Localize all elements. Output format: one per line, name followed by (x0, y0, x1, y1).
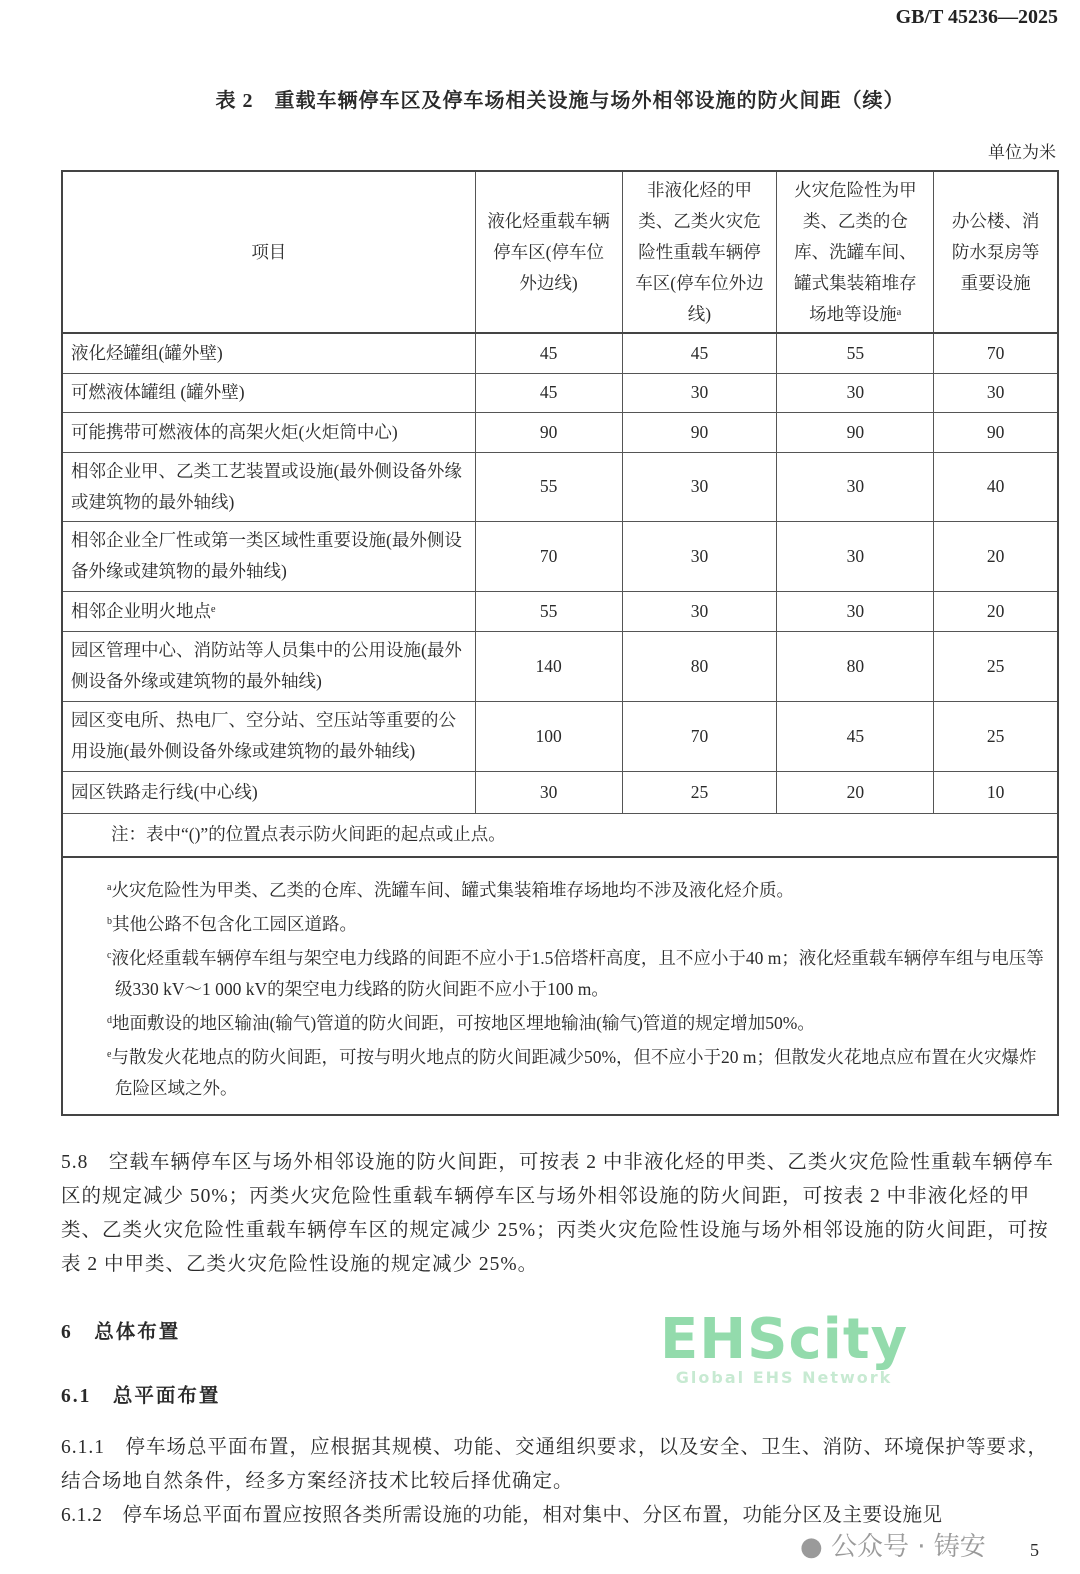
footnotes (62, 857, 1058, 1115)
distance-value: 70 (475, 521, 622, 591)
page-number: 5 (1030, 1540, 1039, 1560)
table-row (62, 412, 1058, 452)
distance-value: 30 (777, 373, 934, 412)
table-row (62, 771, 1058, 813)
table-row (62, 631, 1058, 701)
watermark-subtitle: Global EHS Network (675, 1368, 893, 1387)
distance-value: 25 (934, 631, 1058, 701)
table-note-row (62, 813, 1058, 857)
footnote-mark: b (107, 915, 112, 927)
distance-value: 30 (622, 452, 777, 521)
table-caption: 表 2 重载车辆停车区及停车场相关设施与场外相邻设施的防火间距（续） (215, 90, 905, 112)
wechat-icon: ● (800, 1532, 823, 1562)
distance-value: 80 (777, 631, 934, 701)
distance-value: 30 (475, 771, 622, 813)
footnote-text: 与散发火花地点的防火间距，可按与明火地点的防火间距减少50%，但不应小于20 m；但散发火花地点应布置在火灾爆炸危险区域之外。 (111, 1046, 1037, 1098)
footnote (107, 906, 1053, 940)
footnote-text: 其他公路不包含化工园区道路。 (112, 913, 357, 934)
section-6-1-heading: 6.1 总平面布置 (61, 1385, 221, 1407)
distance-value: 30 (777, 452, 934, 521)
table-row (62, 333, 1058, 373)
clause-6-1-1: 6.1.1 停车场总平面布置，应根据其规模、功能、交通组织要求，以及安全、卫生、消防、环境保护等要求，结合场地自然条件，经多方案经济技术比较后择优确定。 (61, 1436, 1049, 1492)
footnote-mark: e (107, 1048, 112, 1060)
table-row (62, 521, 1058, 591)
wechat-account-watermark (800, 1532, 986, 1562)
distance-value: 25 (934, 701, 1058, 771)
distance-value: 90 (777, 412, 934, 452)
footnote-mark: c (107, 949, 112, 961)
row-item: 园区管理中心、消防站等人员集中的公用设施(最外侧设备外缘或建筑物的最外轴线) (62, 631, 475, 701)
distance-value: 25 (622, 771, 777, 813)
table-header-row (62, 171, 1058, 333)
distance-value: 30 (934, 373, 1058, 412)
table-unit: 单位为米 (988, 143, 1056, 162)
footnotes-row (62, 857, 1058, 1115)
column-header: 办公楼、消防水泵房等重要设施 (934, 171, 1058, 333)
ehscity-watermark (660, 1307, 909, 1387)
standard-number: GB/T 45236—2025 (895, 6, 1058, 28)
footnote-text: 地面敷设的地区输油(输气)管道的防火间距，可按地区埋地输油(输气)管道的规定增加50%。 (112, 1012, 815, 1033)
distance-value: 45 (475, 373, 622, 412)
distance-value: 10 (934, 771, 1058, 813)
distance-value: 80 (622, 631, 777, 701)
distance-value: 55 (777, 333, 934, 373)
footnote (107, 940, 1053, 1005)
footnote (107, 872, 1053, 906)
distance-value: 90 (622, 412, 777, 452)
column-header: 非液化烃的甲类、乙类火灾危险性重载车辆停车区(停车位外边线) (622, 171, 777, 333)
distance-value: 140 (475, 631, 622, 701)
distance-value: 100 (475, 701, 622, 771)
section-6-heading: 6 总体布置 (61, 1321, 181, 1343)
footnote-mark: d (107, 1014, 112, 1026)
distance-value: 30 (777, 521, 934, 591)
footnote-text: 液化烃重载车辆停车组与架空电力线路的间距不应小于1.5倍塔杆高度，且不应小于40 m；液化烃重载车辆停车组与电压等级330 kV～1 000 kV的架空电力线路的防火间距不应小于100 m。 (111, 947, 1044, 999)
row-item: 可能携带可燃液体的高架火炬(火炬筒中心) (62, 412, 475, 452)
distance-value: 45 (475, 333, 622, 373)
distance-value: 45 (622, 333, 777, 373)
footnote-text: 火灾危险性为甲类、乙类的仓库、洗罐车间、罐式集装箱堆存场地均不涉及液化烃介质。 (111, 879, 794, 900)
distance-value: 20 (934, 591, 1058, 631)
distance-value: 30 (622, 373, 777, 412)
column-header: 火灾危险性为甲类、乙类的仓库、洗罐车间、罐式集装箱堆存场地等设施ᵃ (777, 171, 934, 333)
row-item: 液化烃罐组(罐外壁) (62, 333, 475, 373)
fire-distance-table (61, 170, 1059, 1116)
distance-value: 40 (934, 452, 1058, 521)
distance-value: 55 (475, 452, 622, 521)
distance-value: 70 (622, 701, 777, 771)
column-header: 项目 (62, 171, 475, 333)
clause-6-1-2: 6.1.2 停车场总平面布置应按照各类所需设施的功能，相对集中、分区布置，功能分区及主要设施见 (61, 1504, 943, 1526)
distance-value: 30 (622, 521, 777, 591)
row-item: 相邻企业甲、乙类工艺装置或设施(最外侧设备外缘或建筑物的最外轴线) (62, 452, 475, 521)
table-row (62, 452, 1058, 521)
distance-value: 20 (777, 771, 934, 813)
wechat-label: 公众号 · 铸安 (830, 1532, 986, 1562)
table-row (62, 701, 1058, 771)
footnote (107, 1005, 1053, 1039)
distance-value: 55 (475, 591, 622, 631)
row-item: 相邻企业全厂性或第一类区域性重要设施(最外侧设备外缘或建筑物的最外轴线) (62, 521, 475, 591)
column-header: 液化烃重载车辆停车区(停车位外边线) (475, 171, 622, 333)
row-item: 园区变电所、热电厂、空分站、空压站等重要的公用设施(最外侧设备外缘或建筑物的最外轴线) (62, 701, 475, 771)
table-row (62, 373, 1058, 412)
distance-value: 90 (475, 412, 622, 452)
table-row (62, 591, 1058, 631)
footnote (107, 1039, 1053, 1104)
distance-value: 90 (934, 412, 1058, 452)
table-note: 注：表中“()”的位置点表示防火间距的起点或止点。 (62, 813, 1058, 857)
distance-value: 30 (777, 591, 934, 631)
footnote-mark: a (107, 881, 112, 893)
distance-value: 20 (934, 521, 1058, 591)
distance-value: 70 (934, 333, 1058, 373)
row-item: 相邻企业明火地点ᵉ (62, 591, 475, 631)
watermark-title: EHScity (660, 1307, 909, 1372)
row-item: 园区铁路走行线(中心线) (62, 771, 475, 813)
distance-value: 45 (777, 701, 934, 771)
clause-5-8: 5.8 空载车辆停车区与场外相邻设施的防火间距，可按表 2 中非液化烃的甲类、乙类火灾危险性重载车辆停车区的规定减少 50%；丙类火灾危险性重载车辆停车区与场外相邻设施的防火间距，可按表 2 中非液化烃的甲类、乙类火灾危险性重载车辆停车区的规定减少 25%；丙类火灾危险性设施与场外相邻设施的防火间距，可按表 2 中甲类、乙类火灾危险性设施的规定减少 25%。 (61, 1151, 1054, 1275)
row-item: 可燃液体罐组 (罐外壁) (62, 373, 475, 412)
page-content (61, 170, 1059, 1533)
distance-value: 30 (622, 591, 777, 631)
